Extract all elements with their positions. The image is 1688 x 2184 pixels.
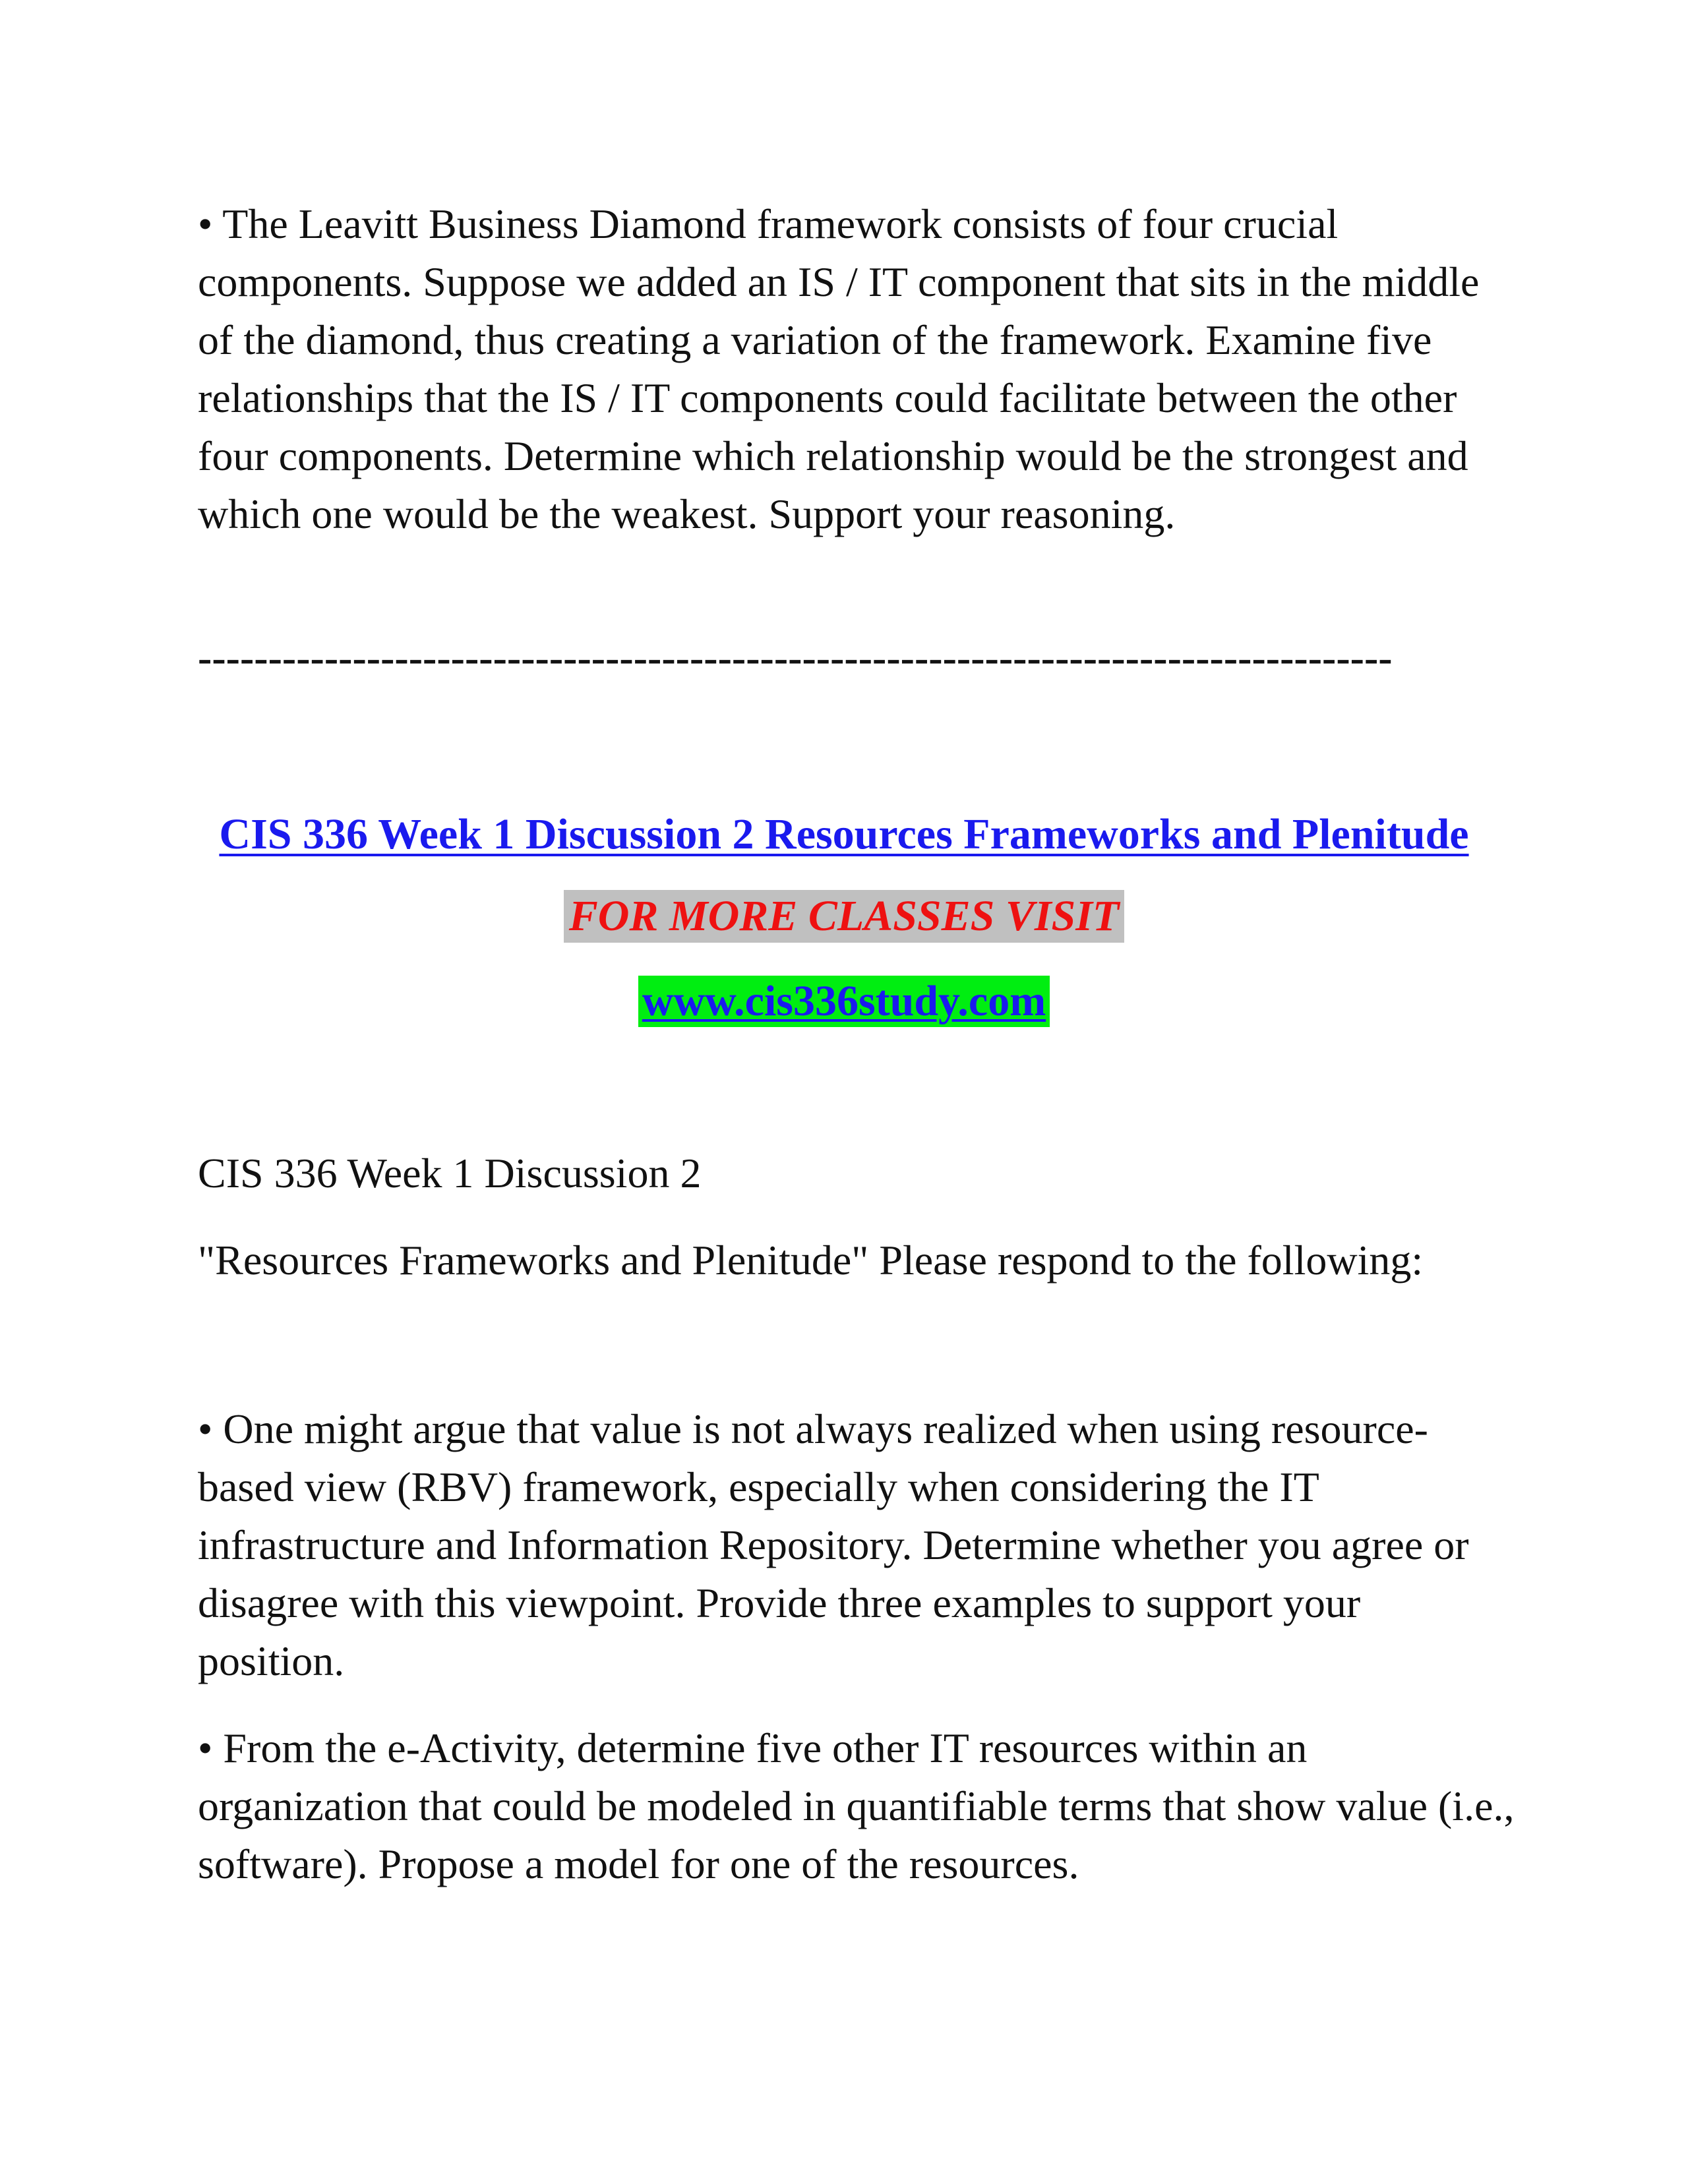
discussion-bullet-1: • One might argue that value is not always realized when using resource-based view (RBV) framework, especially when considering the IT infrastructure and Information Repository. Determine whether you agree or disagree with this viewpoint. Provide three examples to support your position. (198, 1405, 1469, 1684)
promo-visit-text: FOR MORE CLASSES VISIT (564, 890, 1125, 943)
website-link[interactable]: www.cis336study.com (638, 976, 1050, 1027)
intro-paragraph: • The Leavitt Business Diamond framework consists of four crucial components. Suppose we added an IS / IT component that sits in the middle of the diamond, thus creating a variation of the framework. Examine five relationships that the IS / IT components could facilitate between the other four components. Determine which relationship would be the strongest and which one would be the weakest. Support your reasoning. (198, 200, 1480, 537)
discussion-bullet-2: • From the e-Activity, determine five other IT resources within an organization that could be modeled in quantifiable terms that show value (i.e., software). Propose a model for one of the resources. (198, 1725, 1515, 1887)
promo-visit-row (0, 890, 1688, 943)
discussion-prompt: "Resources Frameworks and Plenitude" Please respond to the following: (198, 1237, 1424, 1284)
promo-site-row (0, 976, 1688, 1027)
separator-line: ------------------------------------------------------------------------------------- (198, 634, 1393, 681)
discussion-heading: CIS 336 Week 1 Discussion 2 (198, 1150, 702, 1196)
course-title-link[interactable]: CIS 336 Week 1 Discussion 2 Resources Frameworks and Plenitude (219, 810, 1469, 858)
